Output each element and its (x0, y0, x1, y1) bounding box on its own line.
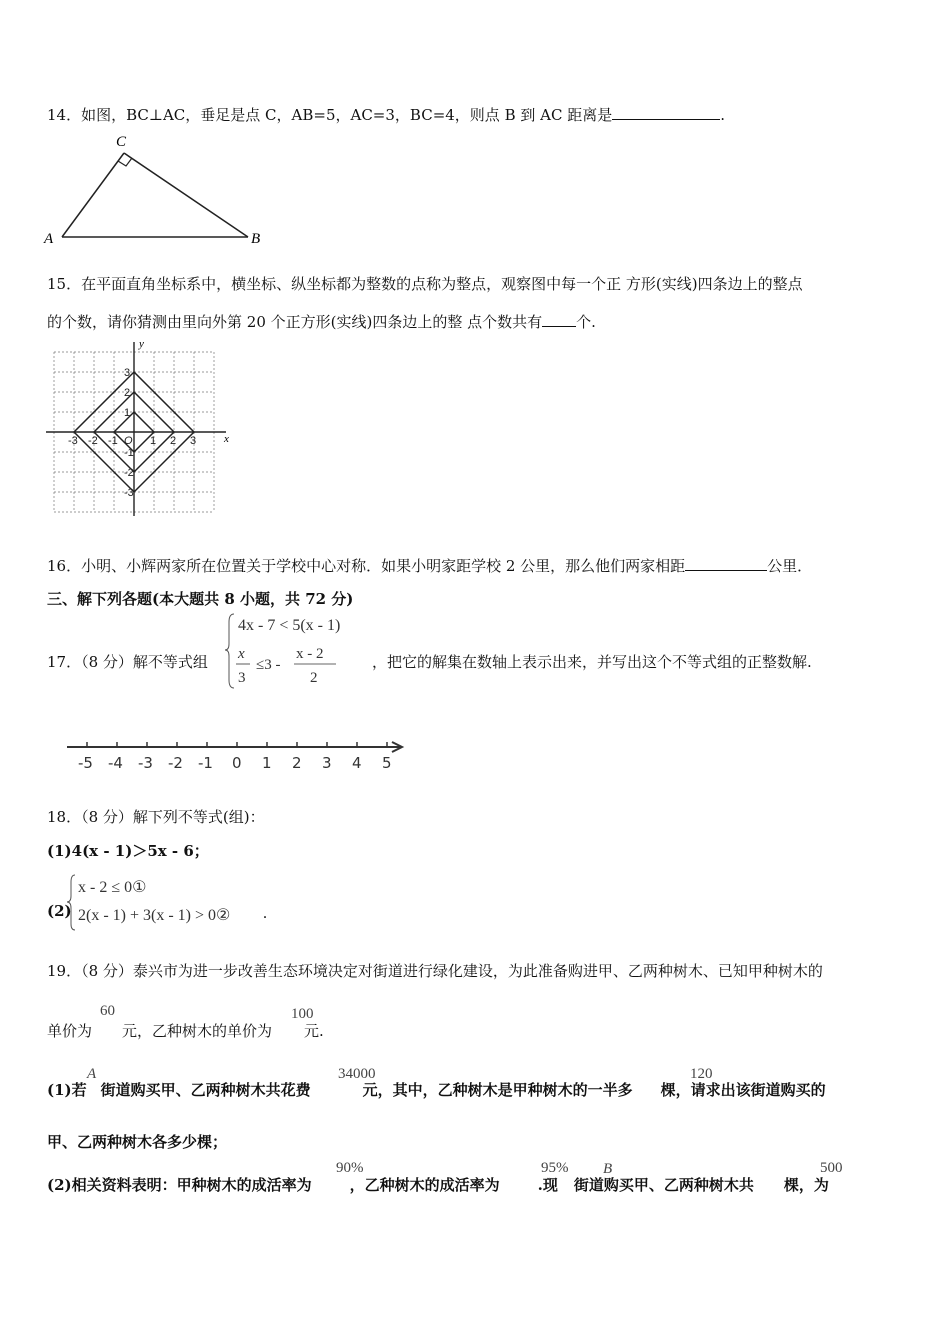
value-95-percent: 95% (541, 1160, 569, 1176)
q18-system (66, 872, 286, 934)
tick-y: -2 (124, 467, 134, 479)
q14-answer-blank (612, 105, 720, 120)
tick-y: 3 (124, 367, 131, 379)
number-line-label: -5 (78, 754, 93, 772)
q19-part1-line1: (1)若 街道购买甲、乙两种树木共花费 元，其中，乙种树木是甲种树木的一半多 棵，请求出该街道购买的 (47, 1081, 826, 1099)
number-line-label: 1 (262, 754, 272, 772)
ineq-2-rhs-den: 2 (310, 670, 318, 686)
number-line-label: -1 (198, 754, 213, 772)
tick-x: 2 (170, 435, 177, 447)
system-eq-2: 2(x - 1) + 3(x - 1) > 0② (78, 907, 231, 924)
label-a: A (44, 231, 54, 247)
number-line-label: 2 (292, 754, 302, 772)
q19-line2: 单价为 元，乙种树木的单价为 元. (47, 1022, 324, 1040)
tick-y: 1 (124, 407, 131, 419)
number-line-label: -4 (108, 754, 123, 772)
section-3-heading: 三、解下列各题(本大题共 8 小题，共 72 分) (47, 590, 354, 608)
ineq-2-mid: ≤3 - (256, 657, 281, 673)
number-line-label: 3 (322, 754, 332, 772)
q19-part2-line1: (2)相关资料表明：甲种树木的成活率为 ，乙种树木的成活率为 .现 街道购买甲、乙两种树木共 棵，为 (47, 1176, 829, 1194)
tick-y: -1 (124, 447, 134, 459)
value-34000: 34000 (338, 1066, 376, 1082)
q17-inequality-system (224, 610, 374, 690)
label-b: B (251, 231, 261, 247)
tick-x: O (124, 435, 133, 447)
q16-answer-blank (685, 556, 767, 571)
number-line-label: 4 (352, 754, 362, 772)
ineq-2-lhs-num: x (238, 646, 245, 662)
tick-x: -2 (88, 435, 98, 447)
tick-x: -1 (108, 435, 118, 447)
q14-text: 14．如图，BC⊥AC，垂足是点 C，AB=5，AC=3，BC=4，则点 B 到 AC 距离是 . (47, 106, 725, 124)
system-end: . (263, 905, 267, 922)
side-ac (62, 153, 124, 237)
q17-prefix: 17．（8 分）解不等式组 (47, 653, 208, 671)
number-line-label: 5 (382, 754, 392, 772)
value-a: A (87, 1066, 97, 1082)
ineq-2-rhs-num: x - 2 (296, 646, 324, 662)
tick-x: -3 (68, 435, 78, 447)
brace-icon (67, 875, 75, 930)
value-90-percent: 90% (336, 1160, 364, 1176)
q17-suffix: ，把它的解集在数轴上表示出来，并写出这个不等式组的正整数解. (372, 653, 812, 671)
tick-y: 2 (124, 387, 131, 399)
value-500: 500 (820, 1160, 843, 1176)
q19-line1: 19．（8 分）泰兴市为进一步改善生态环境决定对街道进行绿化建设，为此准备购进甲、乙两种树木、已知甲种树木的 (47, 962, 823, 980)
q15-grid-figure (40, 338, 240, 518)
q14-triangle-figure (40, 133, 270, 248)
brace-icon (225, 614, 234, 688)
axis-label-y: y (139, 338, 144, 350)
ineq-2-lhs-den: 3 (238, 670, 246, 686)
q19-part1-line2: 甲、乙两种树木各多少棵； (47, 1133, 228, 1151)
label-c: C (116, 134, 127, 150)
q18-part2-label: (2) (47, 902, 72, 920)
q17-number-line (60, 730, 420, 790)
axis-label-x: x (224, 433, 229, 445)
tick-x: 3 (190, 435, 197, 447)
side-cb (124, 153, 248, 237)
value-b: B (603, 1161, 613, 1177)
q15-line1: 15．在平面直角坐标系中，横坐标、纵坐标都为整数的点称为整点，观察图中每一个正 方形(实线)四条边上的整点 (47, 275, 803, 293)
q16-text: 16．小明、小辉两家所在位置关于学校中心对称．如果小明家距学校 2 公里，那么他们两家相距 公里． (47, 557, 813, 575)
number-line-label: -2 (168, 754, 183, 772)
number-line-label: 0 (232, 754, 242, 772)
value-60: 60 (100, 1003, 115, 1019)
q18-part1: (1)4(x - 1)＞5x - 6； (47, 842, 209, 860)
q18-title: 18．（8 分）解下列不等式(组)： (47, 808, 265, 826)
value-120: 120 (690, 1066, 713, 1082)
number-line-label: -3 (138, 754, 153, 772)
system-eq-1: x - 2 ≤ 0① (78, 879, 147, 896)
q15-line2: 的个数，请你猜测由里向外第 20 个正方形(实线)四条边上的整 点个数共有 个. (47, 313, 596, 331)
tick-x: 1 (150, 435, 157, 447)
tick-y: -3 (124, 487, 134, 499)
value-100: 100 (291, 1006, 314, 1022)
ineq-1: 4x - 7 < 5(x - 1) (238, 617, 341, 634)
q15-answer-blank (542, 312, 576, 327)
